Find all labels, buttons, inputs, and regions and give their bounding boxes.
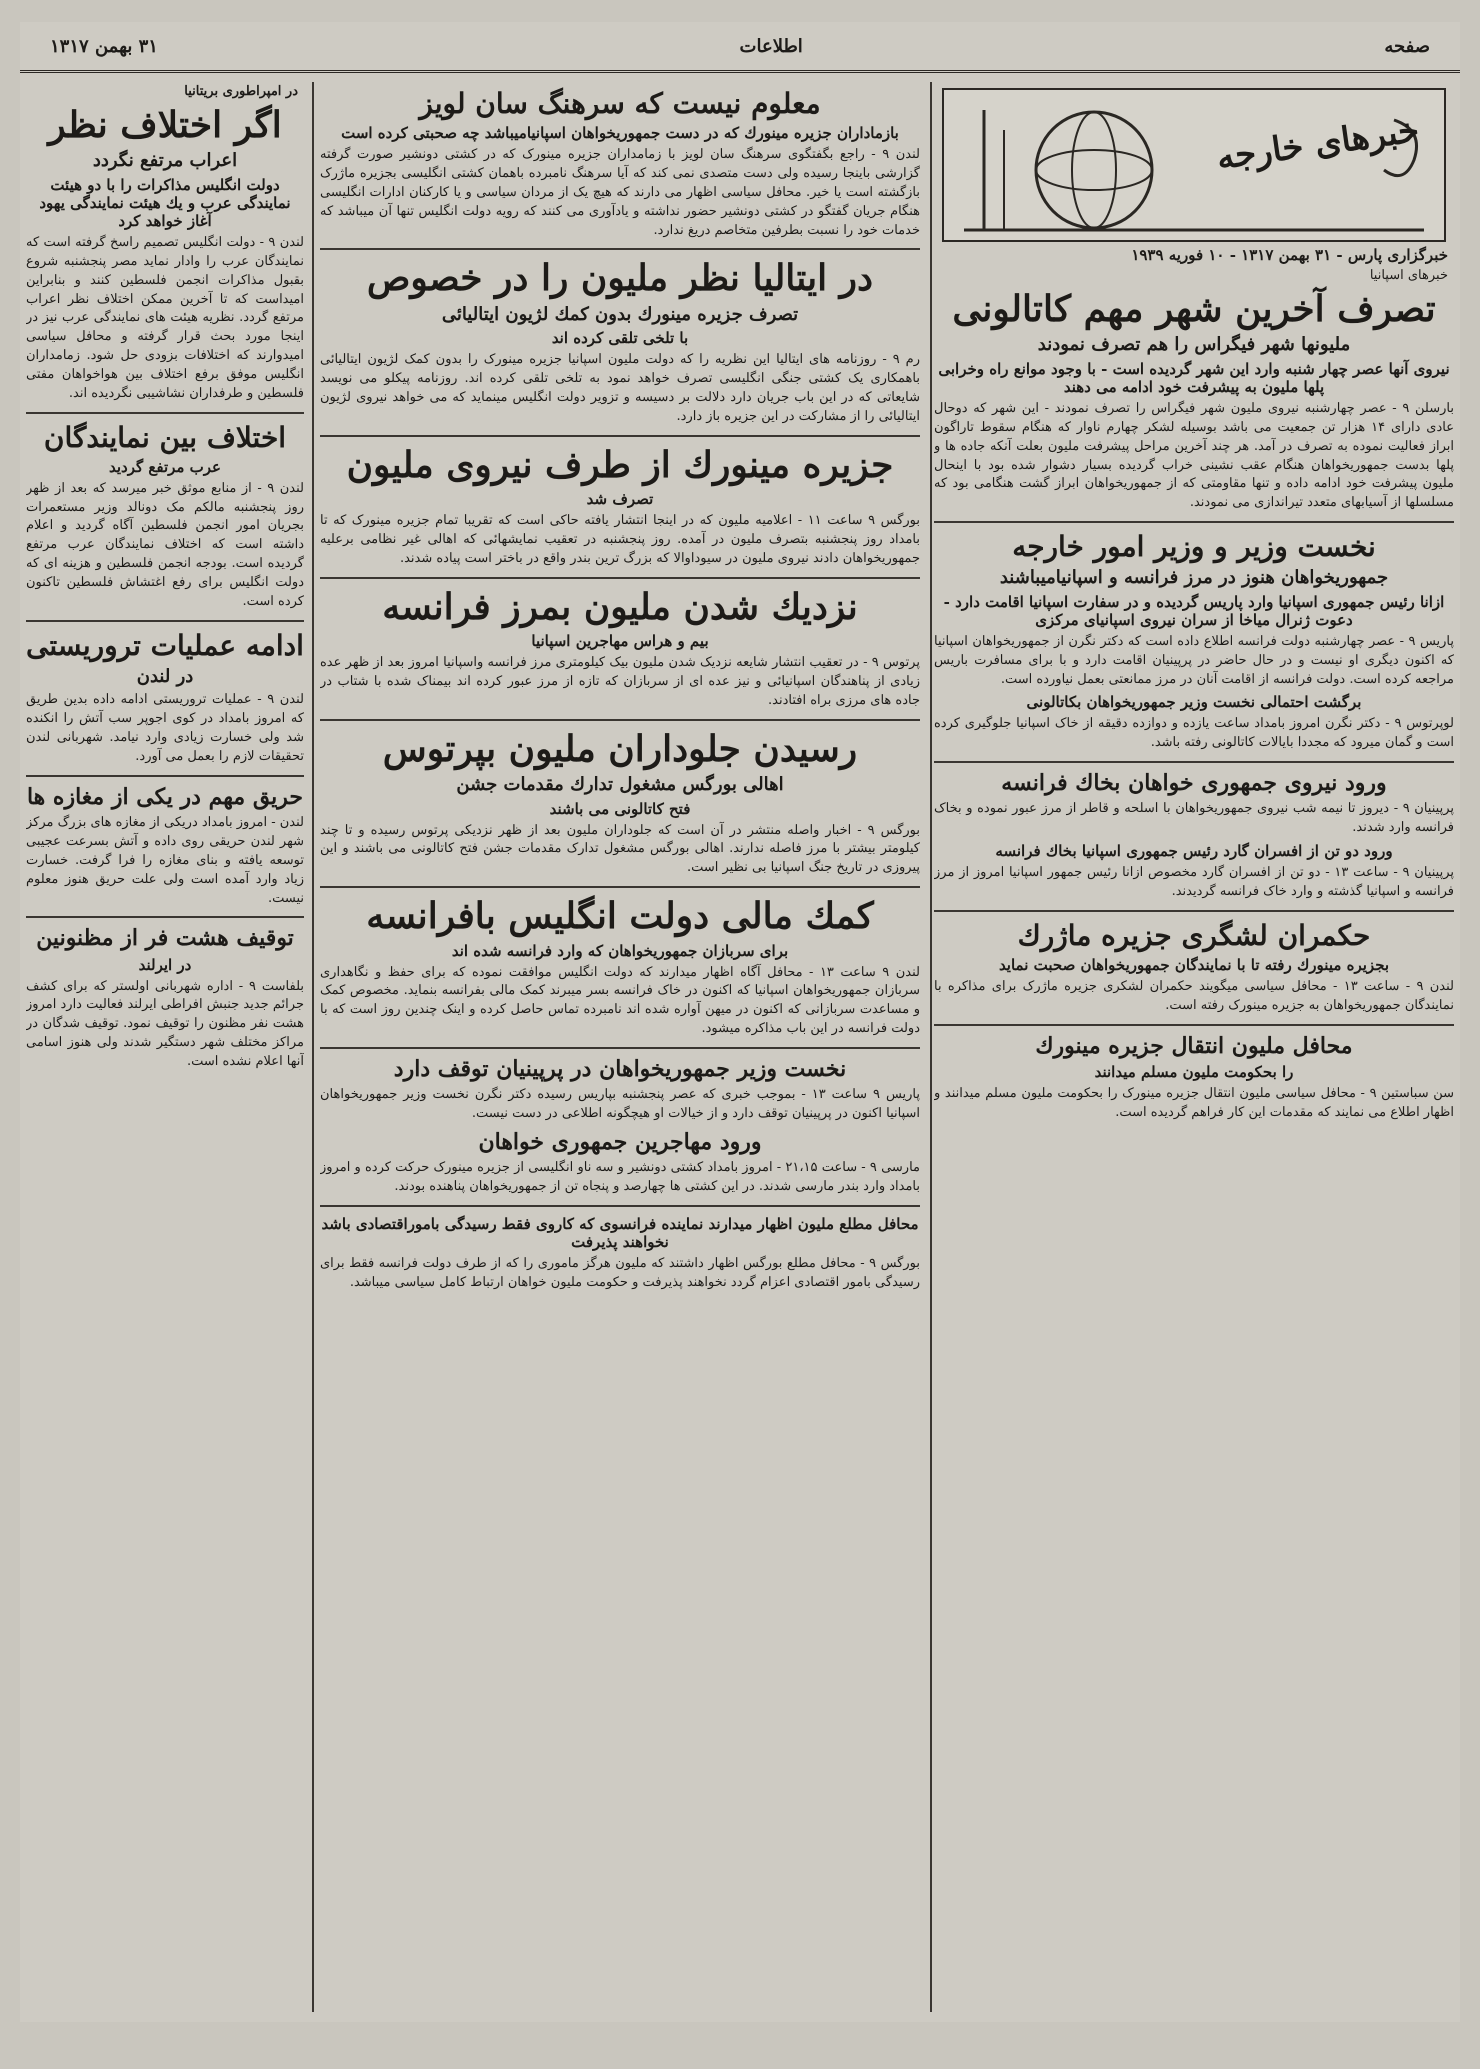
divider	[320, 1205, 920, 1207]
foreign-news-logo	[942, 88, 1446, 242]
headline-perpignan: نخست وزیر جمهوریخواهان در پرپینیان توقف دارد	[393, 1055, 847, 1082]
headline-refugees: ورود مهاجرین جمهوری خواهان	[478, 1128, 762, 1155]
article-body: مارسی ۹ - ساعت ۲۱،۱۵ - امروز بامداد کشتی دونشیر و سه ناو انگلیسی از جزیره مینورک حرکت کرده و امروز بامداد وارد بندر مارسی شدند. در این کشتی ها چهارصد و پنجاه تن از جمهوریخواهان پناهنده بودند.	[320, 1160, 920, 1195]
agency-dateline: خبرگزاری پارس - ۳۱ بهمن ۱۳۱۷ - ۱۰ فوریه ۱۹۳۹	[1131, 246, 1448, 264]
section-label: خبرهای اسپانیا	[1369, 268, 1448, 283]
headline-delegates: اختلاف بین نمایندگان	[43, 420, 287, 454]
article-body: لندن ۹ - عملیات تروریستی ادامه داده بدین طریق که امروز بامداد در کوی اجوپر سب آتش را انکنده شد ولی خسارت زیادی وارد نیامد. شهربانی لندن تحقیقات لازم را بعمل می آورد.	[26, 692, 304, 764]
article-body: بورگس ۹ - اخبار واصله منتشر در آن است که جلوداران ملیون بعد از ظهر نزدیکی پرتوس رسیده و تا چند کیلومتر بیشتر با مرز فاصله ندارند. اهالی بورگس مشغول تدارک مقدمات جشن فتح کاتالونی می باشند و این پیروزی در تاریخ جنگ اسپانیا بی نظیر است.	[320, 822, 920, 876]
subhead-figueras: ملیونها شهر فیگراس را هم تصرف نمودند	[1037, 334, 1351, 356]
center-column	[320, 82, 920, 2014]
subhead-disagreement: اعراب مرتفع نگردد	[92, 150, 238, 172]
headline-perthus: رسیدن جلوداران ملیون بپرتوس	[382, 727, 858, 770]
subhead-san-luis: بازماداران جزیره مینورك که در دست جمهوریخواهان اسپانیامیباشد چه صحبتی کرده است	[341, 124, 899, 143]
subhead2-italy: با تلخی تلقی کرده اند	[551, 329, 689, 348]
headline-envoy: محافل مطلع ملیون اظهار میدارند نماینده فرانسوی که کاروی فقط رسیدگی باموراقتصادی باشد نخواهند پذیرفت	[321, 1214, 919, 1251]
subhead-delegates: عرب مرتفع گردید	[109, 457, 221, 476]
divider	[26, 775, 304, 777]
subhead-minorca-transfer: را بحکومت ملیون مسلم میدانند	[1094, 1062, 1294, 1081]
logo-title: خبرهای خارجه	[1214, 110, 1422, 178]
divider	[320, 719, 920, 721]
page-label: صفحه	[1384, 35, 1430, 57]
subhead-arrests: در ایرلند	[138, 955, 192, 974]
divider	[320, 435, 920, 437]
subhead-terror: در لندن	[136, 665, 194, 687]
subhead2-ministers: ازانا رئیس جمهوری اسپانیا وارد پاریس گردیده و در سفارت اسپانیا اقامت دارد - دعوت ژنرال میاخا از سران نیروی اسپانیای مرکزی	[943, 592, 1445, 629]
column-rule	[312, 82, 314, 2012]
article-body: لندن - امروز بامداد دریکی از مغازه های بزرگ مرکز شهر لندن حریقی روی داده و آتش بسرعت عجیبی توسعه یافته و بنای مغازه را فرا گرفت. خسارت زیاد وارد آمده است ولی علت حریق هنوز معلوم نیست.	[26, 815, 304, 906]
left-column	[26, 82, 304, 2014]
headline-figueras: تصرف آخرین شهر مهم کاتالونی	[952, 288, 1436, 330]
subhead-italy: تصرف جزیره مینورك بدون کمك لژیون ایتالیائی	[441, 303, 799, 325]
globe-radio-icon	[944, 90, 1444, 240]
right-column	[934, 82, 1454, 2014]
article-body: پرپینیان ۹ - دیروز تا نیمه شب نیروی جمهوریخواهان با اسلحه و قاطر از مرز عبور نموده و بخاک فرانسه وارد شدند.	[934, 801, 1454, 836]
headline-disagreement: اگر اختلاف نظر	[48, 104, 282, 146]
headline-entry: ورود نیروی جمهوری خواهان بخاك فرانسه	[1001, 770, 1387, 797]
newspaper-page	[20, 22, 1460, 2022]
article-body: بورگس ۹ - محافل مطلع بورگس اظهار داشتند که ملیون هرگز ماموری را که از طرف دولت فرانسه فقط برای رسیدگی بامور اقتصادی اعزام گردد نخواهند پذیرفت و حکومت ملیون خواهان ارتباط کامل سیاسی میباشد.	[320, 1255, 920, 1290]
divider	[934, 910, 1454, 912]
divider	[934, 761, 1454, 763]
masthead	[20, 22, 1460, 73]
article-body: لندن ۹ - راجع بگفتگوی سرهنگ سان لویز با زمامداران جزیره مینورک که در کشتی دونشیر صورت گرفته گزارشی باینجا رسیده ولی دست متصدی نمی کند که آیا سرهنگ نامبرده باهمان کشتی انگلیسی بجزیره ماژرک بازگشته است یا خیر. محافل سیاسی اظهار می دارند که هیچ یک از مردان سیاسی و یا کارکنان ادارات انگلیسی هنگام جریان گفتگو در کشتی دونشیر حضور نداشته و یادآوری می کنند که رویه دولت انگلیس تنها آن میباشد که خدمات خود را نسبت بطرفین متخاصم دریغ ندارد.	[320, 147, 920, 238]
headline-san-luis: معلوم نیست که سرهنگ سان لویز	[419, 87, 821, 120]
headline-terror: ادامه عملیات تروریستی	[26, 628, 304, 662]
headline-arrests: توقیف هشت فر از مظنونین	[36, 925, 294, 952]
divider	[26, 620, 304, 622]
subhead-border: بیم و هراس مهاجرین اسپانیا	[531, 632, 709, 651]
divider	[934, 521, 1454, 523]
divider	[934, 1024, 1454, 1026]
headline-ministers: نخست وزیر و وزیر امور خارجه	[1012, 530, 1376, 564]
article-body: بارسلن ۹ - عصر چهارشنبه نیروی ملیون شهر فیگراس را تصرف نمودند - این شهر که دوحال عادی دارای ۱۴ هزار تن جمعیت می باشد بوسیله لشکر چهارم ناوار که هنگام سقوط تاراگون ابراز فعالیت نموده به تصرف در آمد. هر چند آخرین مراحل پیشرفت ملیون بعلت آنکه جاده ها و پلها بدست جمهوریخواهان هنگام عقب نشینی خراب گردیده بسیار دشوار شده بود با اینحال ملیون پیشرفت خود ادامه داده و تنها مقاومتی که از جمهوریخواهان ابراز گشت هنگامی بود که مسلسلها از آسیابهای متعدد تیراندازی می نمودند.	[934, 400, 1454, 511]
headline-aid: کمك مالی دولت انگلیس بافرانسه	[366, 895, 874, 938]
article-body: رم ۹ - روزنامه های ایتالیا این نظریه را که دولت ملیون اسپانیا جزیره مینورک را بدون کمک لژیون ایتالیائی باهمکاری یک کشتی جنگی انگلیسی تصرف خواهد نمود به تلخی تلقی کرده اند. روزنامه پیکلو می نویسد شایعاتی که در این باب جریان دارد دلالت بر دسیسه و تزویر دولت انگلیس مینماید که می خواهد نیروی لژیون ایتالیائی را از مشارکت در این جزیره باز دارد.	[320, 352, 920, 424]
subhead-minorca: تصرف شد	[586, 490, 654, 509]
subhead2-perthus: فتح کاتالونی می باشند	[549, 799, 691, 818]
subhead-perthus: اهالی بورگس مشغول تدارك مقدمات جشن	[456, 774, 784, 795]
headline-fire: حریق مهم در یکی از مغازه ها	[26, 783, 304, 810]
article-body: سن سباستین ۹ - محافل سیاسی ملیون انتقال جزیره مینورک را بحکومت ملیون مسلم میدانند و اظهار اطلاع می نمایند که مقدمات این کار فراهم گردیده است.	[934, 1085, 1454, 1120]
article-body: لندن ۹ ساعت ۱۳ - محافل آگاه اظهار میدارند که دولت انگلیس موافقت نموده که برای حفظ و نگاهداری سربازان جمهوریخواهان اسپانیا که اکنون در خاک فرانسه بسر میبرند کمک مالی بفرانسه بنماید. مخصوص کمک و مساعدت سربازانی که اکنون در میهن آواره شده اند نامبرده تماس حاصل کرده و اینک چندین روز است که با دولت فرانسه در این باب مذاکره میشود.	[320, 964, 920, 1037]
subhead2-figueras: نیروی آنها عصر چهار شنبه وارد این شهر گردیده است - با وجود موانع راه وخرابی پلها ملیون به پیشرفت خود ادامه می دهند	[938, 359, 1450, 396]
column-rule	[930, 82, 932, 2012]
divider	[320, 886, 920, 888]
headline-guards: ورود دو تن از افسران گارد رئیس جمهوری اسپانیا بخاك فرانسه	[995, 842, 1393, 861]
article-body: پرپینیان ۹ - ساعت ۱۳ - دو تن از افسران گارد مخصوص ازانا رئیس جمهور اسپانیا امروز از مرز فرانسه و اسپانیا گذشته و وارد خاک فرانسه گردیدند.	[934, 865, 1454, 899]
article-body: بلفاست ۹ - اداره شهربانی اولستر که برای کشف جرائم جدید جنبش افراطی ایرلند فعالیت دارد امروز هشت نفر مظنون را توقیف نمود. توقیف شدگان در مراکز مختلف شهر دستگیر شدند ولی هنوز اسامی آنها اعلام نشده است.	[26, 978, 304, 1070]
subhead-aid: برای سربازان جمهوریخواهان که وارد فرانسه شده اند	[451, 941, 789, 960]
divider	[26, 412, 304, 414]
headline-minorca: جزیره مینورك از طرف نیروی ملیون	[346, 443, 894, 486]
subhead-majorca: بجزیره مینورك رفته تا با نمایندگان جمهوریخواهان صحبت نماید	[998, 955, 1390, 974]
article-body: لندن ۹ - دولت انگلیس تصمیم راسخ گرفته است که نمایندگان عرب را وادار نماید مصر پنجشنبه شروع بقبول مذاکرات انجمن فلسطین کنند و بنابراین امیداست که تا آخرین ممکن اختلاف نظر اعراب مرتفع گردد. نظریه هیئت های نمایندگی عرب نیز در اینجا مورد بحث قرار گرفته و محافل سیاسی امیدوارند که اختلافات بزودی حل شود. زمامداران انگلیس موفق برفع اختلاف بین هواخواهان مفتی فلسطین و طرفداران نشاشیبی نگردیده اند.	[26, 234, 304, 401]
divider	[320, 1047, 920, 1049]
kicker: در امپراطوری بریتانیا	[184, 84, 298, 99]
article-body: لندن ۹ - ساعت ۱۳ - محافل سیاسی میگویند حکمران لشکری جزیره ماژرک برای مذاکره با نمایندگان جمهوریخواهان به جزیره مینورک رفته است.	[934, 978, 1454, 1013]
article-body: لندن ۹ - از منابع موثق خبر میرسد که بعد از ظهر روز پنجشنبه مالکم مک دونالد وزیر مستعمرات بجریان امور انجمن فلسطین آگاه گردید و اعلام داشته است که اختلاف نمایندگان عرب مرتفع گردیده است. بودجه انجمن فلسطین و هزینه ای که دولت انگلیس برای رفع اغتشاش فلسطین تاکنون کرده است.	[26, 480, 304, 609]
article-body: بورگس ۹ ساعت ۱۱ - اعلامیه ملیون که در اینجا انتشار یافته حاکی است که تقریبا تمام جزیره مینورک که تا بامداد روز پنجشنبه بتصرف ملیون در آمده. روز پنجشنبه در تعقیب نمایشهائی که اهالی غیر نظامی برعلیه جمهوریخواهان دادند نیروی ملیون در سیوداوالا که بزرگ ترین بندر واقع در باختر است پیاده شدند.	[320, 513, 920, 566]
divider	[320, 248, 920, 250]
article-body: پاریس ۹ ساعت ۱۳ - بموجب خبری که عصر پنجشنبه بپاریس رسیده دکتر نگرن نخست وزیر جمهوریخواهان اسپانیا اکنون در پرپینیان توقف دارد و از خیالات او هیچگونه اطلاعی در دست نیست.	[320, 1087, 920, 1122]
headline-minorca-transfer: محافل ملیون انتقال جزیره مینورك	[1035, 1032, 1353, 1059]
headline-border: نزدیك شدن ملیون بمرز فرانسه	[382, 585, 858, 628]
headline-majorca: حکمران لشگری جزیره ماژرك	[1017, 918, 1371, 952]
article-body: لوپرتوس ۹ - دکتر نگرن امروز بامداد ساعت یازده و دوازده دقیقه از خاک اسپانیا جلوگیری کرده است و گمان میرود که مجددا بایالات کاتالونی رفته باشد.	[934, 716, 1454, 751]
article-body: پرتوس ۹ - در تعقیب انتشار شایعه نزدیک شدن ملیون بیک کیلومتری مرز فرانسه واسپانیا امروز بعد از ظهر عده زیادی از پناهندگان اسپانیائی و نیز عده ای از سربازان که تازه از مرز عبور کرده اند بیمناک شده با شتاب در جاده های مرزی براه افتادند.	[320, 655, 920, 708]
article-body: پاریس ۹ - عصر چهارشنبه دولت فرانسه اطلاع داده است که دکتر نگرن از جمهوریخواهان اسپانیا که اکنون دیگری او نیست و در حال حاضر در پرپینیان اقامت دارد و با برای مسافرت باریس مراجعه کرده است. دولت فرانسه از اقامت آنان در مرز ممانعتی بعمل نیاورده است.	[934, 633, 1454, 687]
newspaper-name: اطلاعات	[739, 35, 803, 57]
subhead-ministers: جمهوریخواهان هنوز در مرز فرانسه و اسپانیامیباشند	[999, 567, 1389, 589]
divider	[320, 577, 920, 579]
divider	[26, 916, 304, 918]
headline-return: برگشت احتمالی نخست وزیر جمهوریخواهان بکاتالونی	[1026, 693, 1362, 712]
issue-date: ۳۱ بهمن ۱۳۱۷	[50, 35, 158, 57]
subhead2-disagreement: دولت انگلیس مذاکرات را با دو هیئت نمایندگی عرب و یك هیئت نمایندگی یهود آغاز خواهد کرد	[39, 175, 291, 230]
headline-italy: در ایتالیا نظر ملیون را در خصوص	[366, 257, 874, 300]
